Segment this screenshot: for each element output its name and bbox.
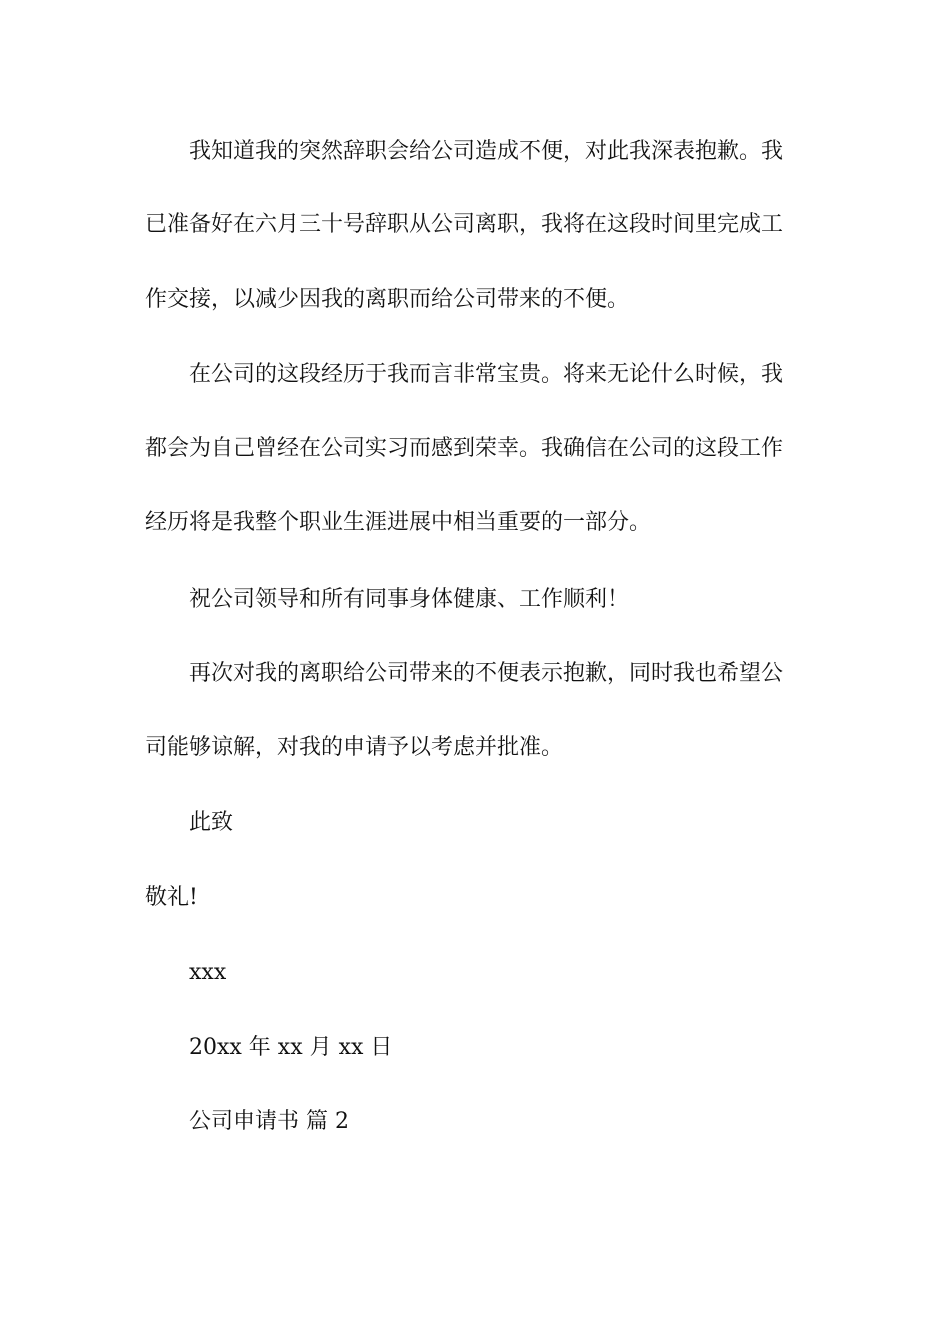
paragraph-3-line-1: 祝公司领导和所有同事身体健康、工作顺利！: [189, 587, 630, 612]
next-section-title: 公司申请书 篇 2: [189, 1109, 349, 1134]
signature: xxx: [189, 960, 227, 985]
paragraph-2-line-3: 经历将是我整个职业生涯进展中相当重要的一部分。: [145, 510, 652, 535]
paragraph-2-line-2: 都会为自己曾经在公司实习而感到荣幸。我确信在公司的这段工作: [145, 436, 784, 461]
paragraph-4-line-2: 司能够谅解，对我的申请予以考虑并批准。: [145, 735, 564, 760]
closing-respect: 敬礼!: [145, 885, 198, 910]
paragraph-1-line-1: 我知道我的突然辞职会给公司造成不便，对此我深表抱歉。我: [189, 139, 784, 164]
paragraph-2-line-1: 在公司的这段经历于我而言非常宝贵。将来无论什么时候，我: [189, 362, 784, 387]
paragraph-1-line-2: 已准备好在六月三十号辞职从公司离职，我将在这段时间里完成工: [145, 212, 784, 237]
date-line: 20xx 年 xx 月 xx 日: [189, 1035, 393, 1060]
paragraph-4-line-1: 再次对我的离职给公司带来的不便表示抱歉，同时我也希望公: [189, 661, 784, 686]
paragraph-1-line-3: 作交接，以减少因我的离职而给公司带来的不便。: [145, 287, 630, 312]
closing-salutation: 此致: [189, 810, 234, 835]
